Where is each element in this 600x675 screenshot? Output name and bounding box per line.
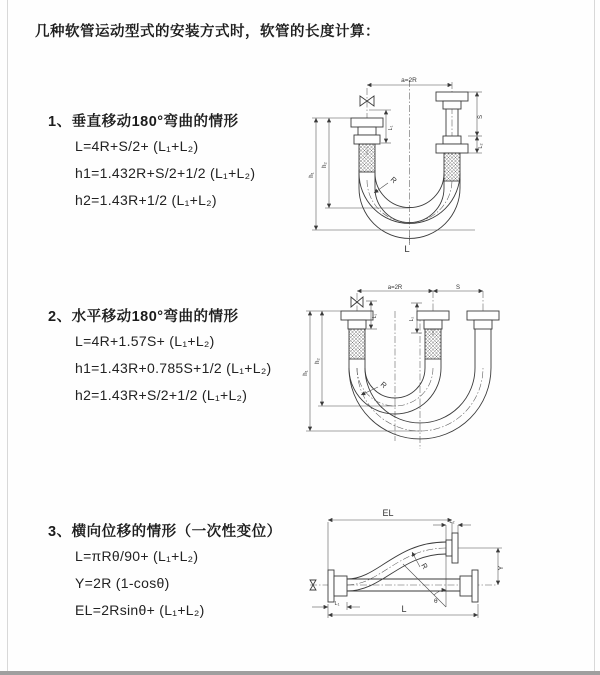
dim-label-s: S — [478, 114, 484, 120]
section-horizontal-movement — [48, 305, 272, 403]
radius-leader — [412, 552, 430, 571]
formula-y: Y=2R (1-cosθ) — [75, 575, 170, 591]
flange-middle — [417, 311, 449, 329]
flange-right-bottom — [436, 136, 468, 153]
formula-h1: h1=1.43R+0.785S+1/2 (L₁+L₂) — [75, 360, 272, 376]
dim-label-h2: h₂ — [322, 162, 328, 168]
dim-label-a2r: a=2R — [401, 77, 417, 84]
formula-length: L=πRθ/90+ (L₁+L₂) — [75, 548, 199, 564]
dimension-a2r — [367, 77, 452, 85]
diagram-horizontal-bend-180 — [300, 283, 600, 455]
length-label: L — [404, 244, 410, 255]
flange-left — [328, 570, 347, 602]
dim-label-h1: h₁ — [303, 370, 309, 376]
section-lateral-displacement — [48, 520, 282, 618]
braided-section-left — [349, 329, 365, 359]
radius-label: R — [378, 379, 389, 391]
formula-length: L=4R+S/2+ (L₁+L₂) — [75, 138, 199, 154]
dim-label-l1: L₁ — [334, 601, 340, 607]
formula-length: L=4R+1.57S+ (L₁+L₂) — [75, 333, 215, 349]
page-title: 几种软管运动型式的安装方式时，软管的长度计算： — [35, 24, 380, 40]
flange-right-top — [436, 92, 468, 109]
section-3-heading: 3、横向位移的情形（一次性变位） — [48, 524, 282, 540]
formula-h1: h1=1.432R+S/2+1/2 (L₁+L₂) — [75, 165, 256, 181]
radius-label: R — [419, 561, 430, 571]
flange-left — [341, 311, 373, 329]
dimension-l — [328, 604, 478, 618]
dimension-a2r — [357, 285, 433, 291]
hose-displaced-position — [347, 542, 446, 591]
dimension-el — [328, 508, 455, 570]
section-1-heading: 1、垂直移动180°弯曲的情形 — [48, 114, 239, 130]
flange-right — [460, 570, 478, 602]
dimension-l1 — [312, 601, 360, 610]
section-vertical-movement — [48, 110, 256, 208]
radius-leader — [361, 380, 389, 395]
dim-label-l2: L₂ — [409, 316, 415, 322]
braided-section-left — [359, 144, 375, 172]
dim-label-y: Y — [498, 565, 505, 571]
section-2-heading: 2、水平移动180°弯曲的情形 — [48, 309, 239, 325]
scan-edge-left — [7, 0, 8, 675]
dim-label-l2: L₂ — [449, 519, 455, 525]
braided-section-middle — [425, 329, 441, 359]
formula-h2: h2=1.43R+1/2 (L₁+L₂) — [75, 192, 217, 208]
formula-el: EL=2Rsinθ+ (L₁+L₂) — [75, 602, 205, 618]
hose-centerline-curve — [347, 548, 446, 585]
dim-label-l2: L₂ — [478, 143, 484, 149]
diagram-vertical-bend-180 — [305, 70, 595, 265]
dim-label-h2: h₂ — [315, 358, 321, 364]
braided-section-right — [444, 153, 460, 181]
radius-leader — [374, 175, 399, 193]
formula-h2: h2=1.43R+S/2+1/2 (L₁+L₂) — [75, 387, 248, 403]
dim-label-l: L — [401, 604, 407, 614]
dim-label-l1: L₁ — [372, 313, 378, 319]
dim-label-a2r: a=2R — [387, 285, 403, 291]
scan-edge-bottom — [0, 671, 600, 675]
flange-upper — [446, 533, 458, 563]
angle-label: θ — [434, 598, 438, 605]
dim-label-h1: h₁ — [309, 172, 315, 178]
dim-label-el: EL — [382, 508, 394, 518]
diagram-lateral-displacement — [300, 500, 600, 660]
flange-right — [467, 311, 499, 329]
radius-label: R — [388, 174, 399, 186]
angle-theta — [403, 561, 446, 607]
dim-label-s: S — [455, 285, 461, 291]
dimension-s — [433, 285, 483, 291]
dim-label-l1: L₁ — [388, 125, 394, 131]
flange-left — [351, 118, 383, 144]
